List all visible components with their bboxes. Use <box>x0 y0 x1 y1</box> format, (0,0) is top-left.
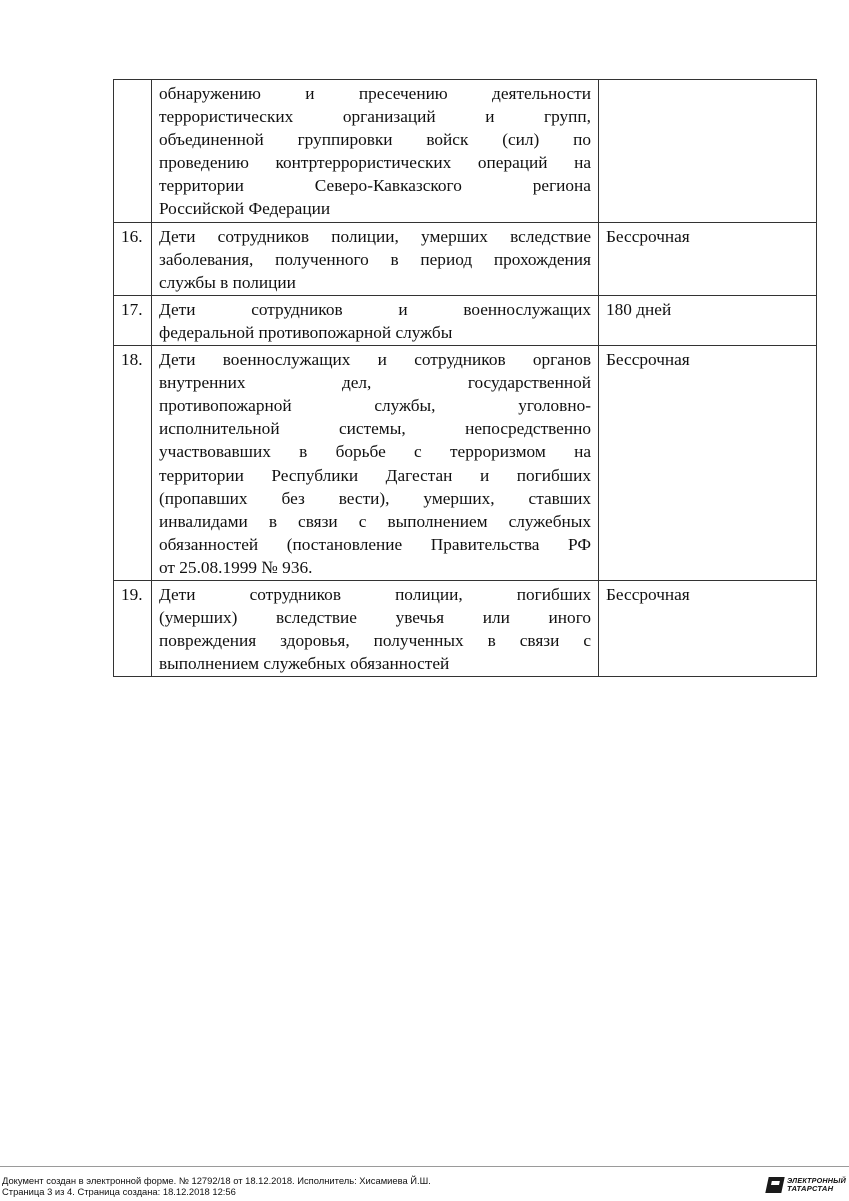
description-word: службы, <box>374 396 436 416</box>
description-line: повреждения здоровья, полученных в связи с <box>159 631 591 651</box>
row-description <box>152 80 599 223</box>
description-word: деятельности <box>492 84 591 103</box>
description-line: от 25.08.1999 № 936. <box>159 557 313 577</box>
description-word: непосредственно <box>465 419 591 439</box>
description-word: организаций <box>342 107 436 127</box>
description-word: системы, <box>339 419 406 439</box>
row-number: 16. <box>114 222 152 295</box>
description-word: региона <box>532 176 591 196</box>
description-word: внутренних <box>159 373 246 393</box>
description-line: инвалидами в связи с выполнением служебных <box>159 511 591 531</box>
footer-page-info: Страница 3 из 4. Страница создана: 18.12.2018 12:56 <box>2 1186 236 1197</box>
row-description <box>152 295 599 345</box>
description-word: и <box>485 107 495 127</box>
description-word: военнослужащих <box>463 299 591 319</box>
table-row <box>114 80 817 223</box>
row-term: Бессрочная <box>599 222 817 295</box>
footer-document-info: Документ создан в электронной форме. № 12792/18 от 18.12.2018. Исполнитель: Хисамиева Й.Ш. <box>2 1175 431 1186</box>
description-line: заболевания, полученного в период прохождения <box>159 249 591 269</box>
description-line <box>159 174 591 197</box>
description-word: полиции, <box>395 584 463 604</box>
description-word: и <box>398 299 408 319</box>
description-word: уголовно- <box>518 396 591 416</box>
description-line: (пропавших без вести), умерших, ставших <box>159 488 591 508</box>
description-word: и <box>305 84 315 103</box>
page-footer <box>0 1166 849 1201</box>
description-line <box>159 394 591 417</box>
description-line: территории Республики Дагестан и погибших <box>159 465 591 485</box>
table-row <box>114 346 817 581</box>
description-word: пресечению <box>358 84 448 103</box>
document-table <box>113 79 817 677</box>
row-number: 18. <box>114 346 152 581</box>
description-line: участвовавших в борьбе с терроризмом на <box>159 442 591 462</box>
row-term <box>599 80 817 223</box>
row-number: 19. <box>114 580 152 676</box>
description-word: территории <box>159 176 244 196</box>
description-line: Российской Федерации <box>159 199 331 219</box>
row-number <box>114 80 152 223</box>
table-row <box>114 295 817 345</box>
description-line: службы в полиции <box>159 272 296 292</box>
description-word: сотрудников <box>249 584 341 604</box>
description-line <box>159 105 591 128</box>
description-word: обнаружению <box>159 84 261 103</box>
row-description <box>152 346 599 581</box>
description-word: государственной <box>467 373 591 393</box>
description-word: погибших <box>516 584 591 604</box>
description-line: (умерших) вследствие увечья или иного <box>159 608 591 628</box>
table-row <box>114 580 817 676</box>
description-line: обязанностей (постановление Правительства РФ <box>159 534 591 554</box>
description-line: Дети сотрудников полиции, умерших вследствие <box>159 226 591 246</box>
electronic-tatarstan-logo: ЭЛЕКТРОННЫЙ ТАТАРСТАН <box>767 1176 841 1196</box>
table-row <box>114 222 817 295</box>
description-word: Дети <box>159 299 196 319</box>
row-term: 180 дней <box>599 295 817 345</box>
description-line: Дети военнослужащих и сотрудников органов <box>159 350 591 370</box>
description-line: федеральной противопожарной службы <box>159 322 453 342</box>
description-line <box>159 298 591 321</box>
row-number: 17. <box>114 295 152 345</box>
description-line <box>159 583 591 606</box>
row-description <box>152 222 599 295</box>
description-line <box>159 82 591 105</box>
description-word: исполнительной <box>159 419 280 439</box>
description-line: проведению контртеррористических операций на <box>159 153 591 173</box>
description-word: сотрудников <box>251 299 343 319</box>
description-word: дел, <box>341 373 372 393</box>
description-word: Дети <box>159 584 196 604</box>
description-line <box>159 417 591 440</box>
description-line <box>159 371 591 394</box>
description-word: групп, <box>544 107 591 127</box>
description-word: террористических <box>159 107 294 127</box>
row-description <box>152 580 599 676</box>
description-line: объединенной группировки войск (сил) по <box>159 130 591 150</box>
description-word: Северо-Кавказского <box>314 176 462 196</box>
row-term: Бессрочная <box>599 580 817 676</box>
description-line: выполнением служебных обязанностей <box>159 654 450 674</box>
description-word: противопожарной <box>159 396 292 416</box>
logo-mark-icon <box>765 1177 784 1193</box>
row-term: Бессрочная <box>599 346 817 581</box>
